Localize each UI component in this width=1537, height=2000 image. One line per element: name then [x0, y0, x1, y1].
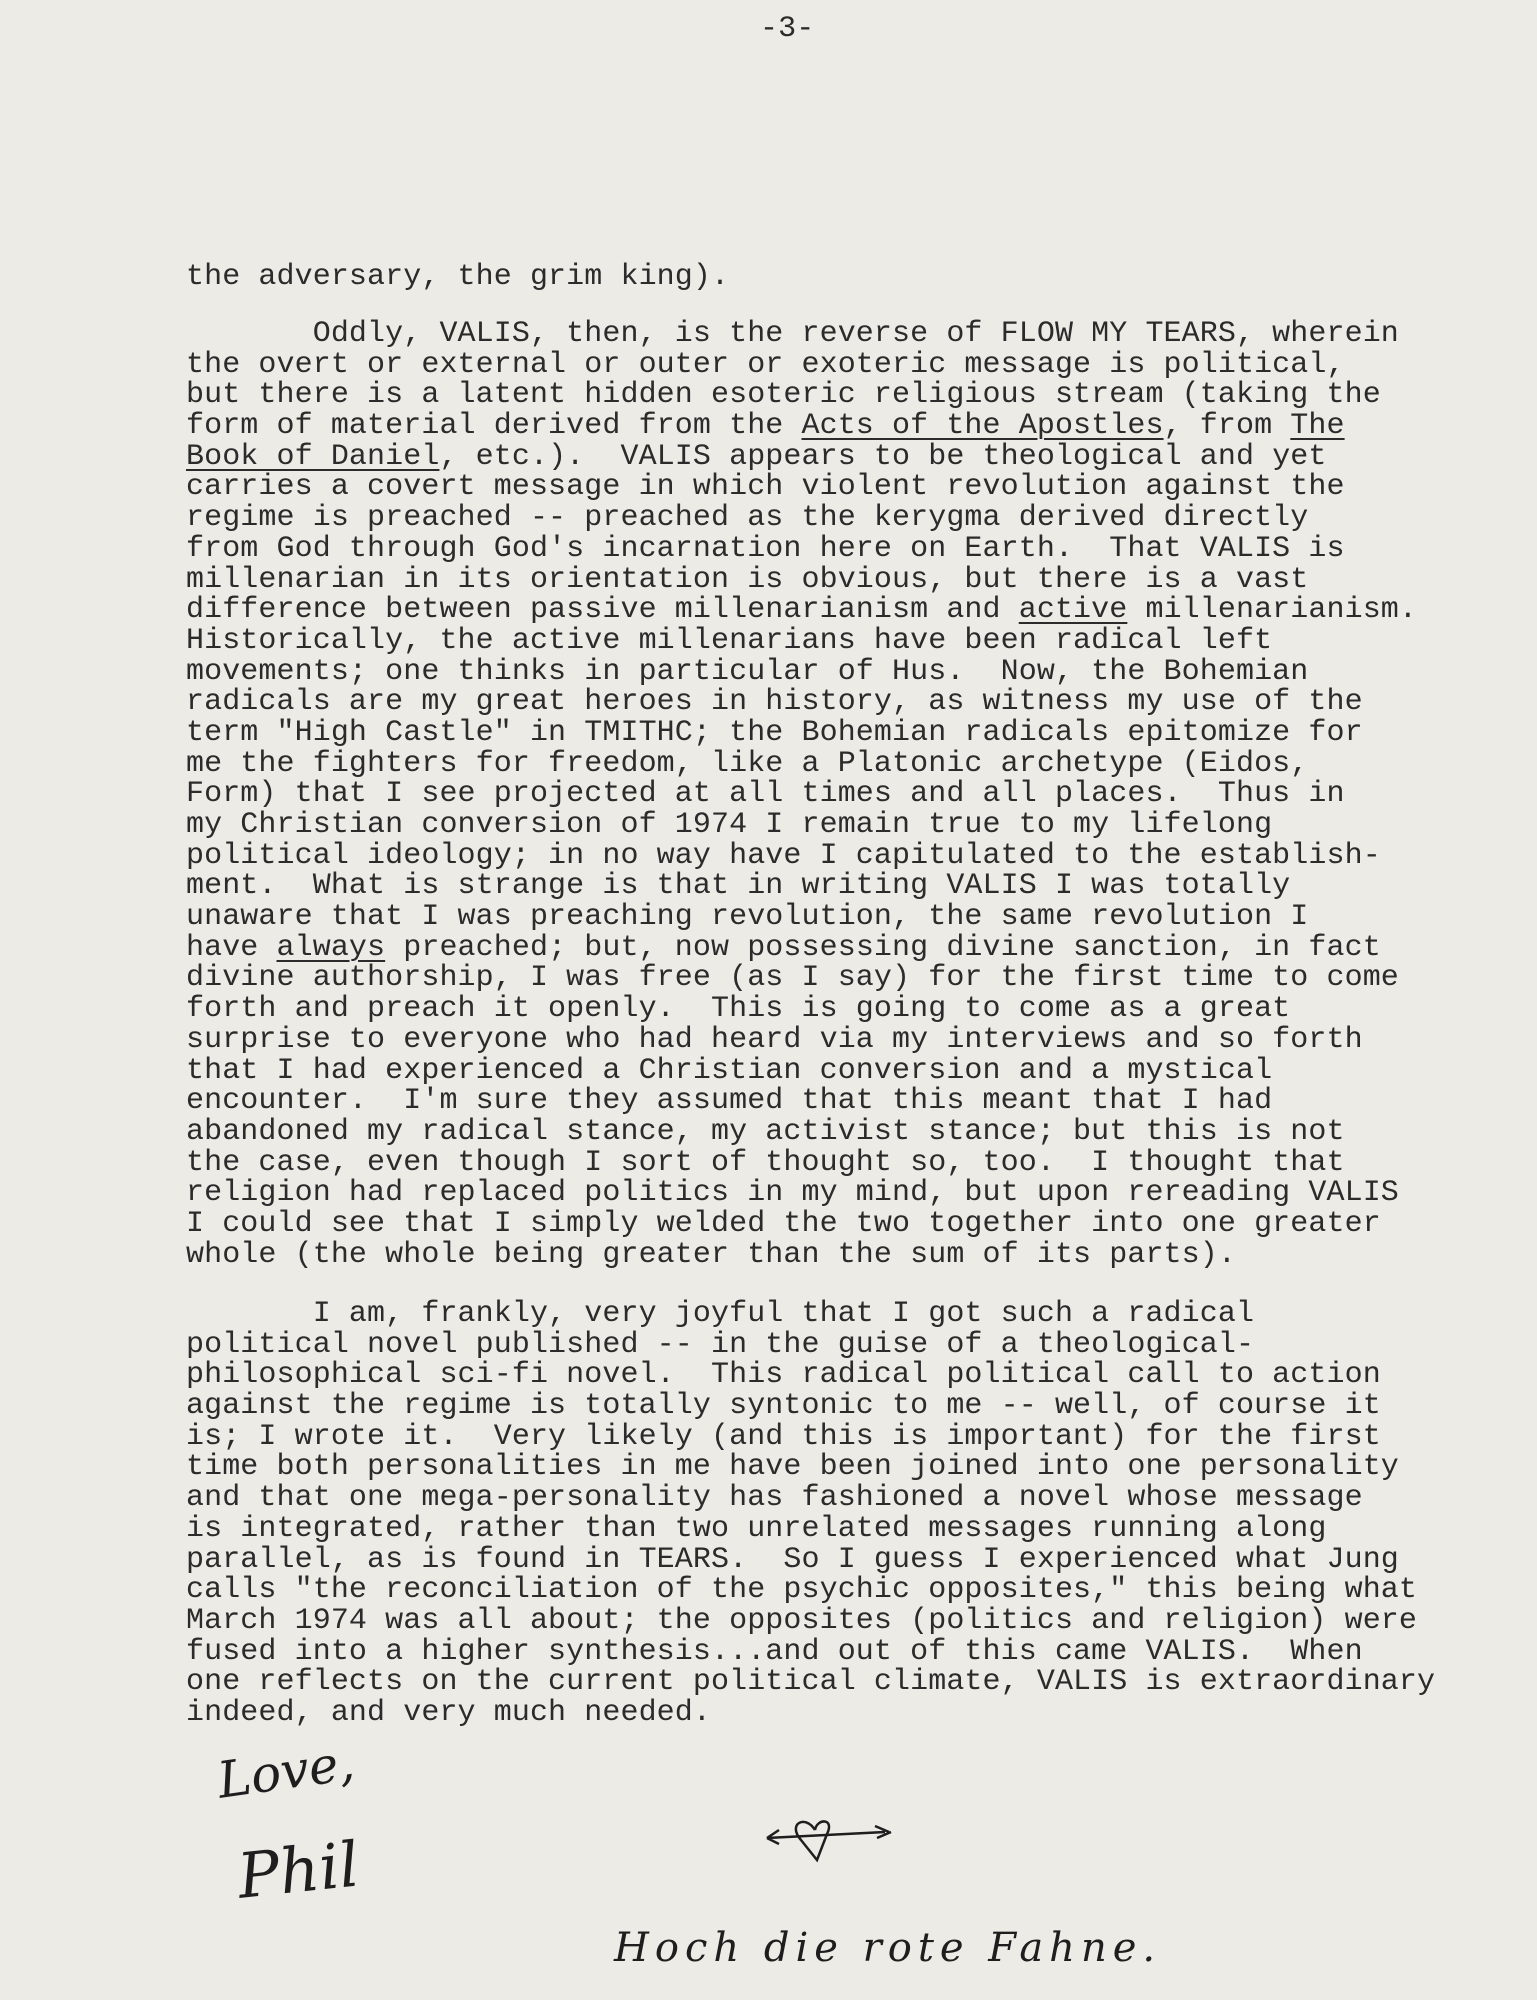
- handwritten-closing: Love,: [213, 1733, 358, 1810]
- text-line: [186, 1695, 1435, 1730]
- text-line: [186, 779, 1417, 810]
- text-line: [186, 531, 1417, 566]
- text-line: [186, 1360, 1435, 1391]
- text-segment: millenarianism.: [1127, 593, 1418, 628]
- text-line: [186, 1178, 1417, 1209]
- paragraph-intro-fragment: [186, 262, 729, 293]
- text-line: [186, 439, 1417, 474]
- text-line: [186, 1511, 1435, 1546]
- text-segment: carries a covert message in which violent revolution against the: [186, 470, 1345, 505]
- text-segment: parallel, as is found in TEARS. So I guess I experienced what Jung: [186, 1542, 1399, 1577]
- underlined-title: Acts of the Apostles: [801, 409, 1164, 444]
- paragraph-valis-reverse: [186, 319, 1417, 1270]
- text-line: [186, 687, 1417, 718]
- heart-arrow-icon: [765, 1812, 900, 1867]
- text-line: [186, 1114, 1417, 1149]
- text-segment: the overt or external or outer or exoteric message is political,: [186, 347, 1345, 382]
- text-segment: Form) that I see projected at all times and all places. Thus in: [186, 777, 1345, 812]
- text-segment: form of material derived from the: [186, 409, 802, 444]
- text-line: [186, 871, 1417, 902]
- text-segment: Oddly, VALIS, then, is the reverse of FLOW MY TEARS, wherein: [186, 317, 1399, 351]
- text-segment: regime is preached -- preached as the kerygma derived directly: [186, 501, 1309, 536]
- text-segment: abandoned my radical stance, my activist stance; but this is not: [186, 1114, 1345, 1149]
- text-line: [186, 994, 1417, 1025]
- text-line: [186, 1299, 1435, 1330]
- text-segment: from God through God's incarnation here on Earth. That VALIS is: [186, 531, 1345, 566]
- text-line: [186, 1603, 1435, 1638]
- text-line: [186, 411, 1417, 442]
- text-segment: but there is a latent hidden esoteric religious stream (taking the: [186, 378, 1381, 413]
- text-segment: fused into a higher synthesis...and out of this came VALIS. When: [186, 1634, 1363, 1669]
- underlined-title: active: [1018, 593, 1128, 628]
- text-segment: unaware that I was preaching revolution, the same revolution I: [186, 900, 1309, 935]
- text-segment: forth and preach it openly. This is going to come as a great: [186, 992, 1291, 1027]
- text-segment: political novel published -- in the guise of a theological-: [186, 1327, 1255, 1362]
- text-line: [186, 810, 1417, 841]
- text-segment: and that one mega-personality has fashioned a novel whose message: [186, 1481, 1363, 1516]
- text-segment: have: [186, 930, 277, 965]
- underlined-title: Book of Daniel: [186, 439, 440, 474]
- text-segment: my Christian conversion of 1974 I remain true to my lifelong: [186, 808, 1273, 842]
- text-segment: religion had replaced politics in my mind, but upon rereading VALIS: [186, 1176, 1399, 1211]
- text-line: [186, 902, 1417, 933]
- text-segment: ment. What is strange is that in writing VALIS I was totally: [186, 869, 1291, 904]
- text-line: [186, 1391, 1435, 1422]
- text-line: [186, 1206, 1417, 1241]
- text-segment: movements; one thinks in particular of Hus. Now, the Bohemian: [186, 654, 1309, 689]
- handwritten-signature: Phil: [234, 1827, 363, 1913]
- text-line: [186, 595, 1417, 626]
- text-segment: the adversary, the grim king).: [186, 260, 730, 294]
- text-segment: , etc.). VALIS appears to be theological and yet: [439, 439, 1327, 474]
- text-segment: I am, frankly, very joyful that I got such a radical: [186, 1297, 1255, 1331]
- text-segment: against the regime is totally syntonic to me -- well, of course it: [186, 1389, 1381, 1424]
- text-line: [186, 1452, 1435, 1483]
- handwritten-motto: Hoch die rote Fahne.: [614, 1925, 1162, 1971]
- text-line: [186, 930, 1417, 965]
- text-segment: indeed, and very much needed.: [186, 1695, 711, 1730]
- text-line: [186, 746, 1417, 781]
- text-line: [186, 1053, 1417, 1088]
- text-segment: Historically, the active millenarians have been radical left: [186, 623, 1273, 658]
- text-line: [186, 1667, 1435, 1698]
- text-segment: encounter. I'm sure they assumed that this meant that I had: [186, 1084, 1273, 1119]
- text-line: [186, 1483, 1435, 1514]
- underlined-title: always: [276, 930, 386, 965]
- text-segment: one reflects on the current political climate, VALIS is extraordinary: [186, 1665, 1436, 1700]
- text-segment: me the fighters for freedom, like a Platonic archetype (Eidos,: [186, 746, 1309, 781]
- text-segment: divine authorship, I was free (as I say) for the first time to come: [186, 961, 1399, 996]
- text-segment: difference between passive millenarianism and: [186, 593, 1019, 628]
- text-segment: term "High Castle" in TMITHC; the Bohemian radicals epitomize for: [186, 715, 1363, 750]
- text-line: [186, 380, 1417, 411]
- text-segment: that I had experienced a Christian conversion and a mystical: [186, 1053, 1273, 1088]
- text-line: [186, 838, 1417, 873]
- text-segment: , from: [1163, 409, 1291, 444]
- page-number: -3-: [760, 12, 815, 46]
- text-line: [186, 1145, 1417, 1180]
- text-segment: I could see that I simply welded the two together into one greater: [186, 1206, 1381, 1241]
- text-line: [186, 963, 1417, 994]
- text-segment: whole (the whole being greater than the sum of its parts).: [186, 1237, 1236, 1272]
- text-line: [186, 1634, 1435, 1669]
- text-line: [186, 1327, 1435, 1362]
- text-line: [186, 503, 1417, 534]
- text-segment: radicals are my great heroes in history, as witness my use of the: [186, 685, 1363, 720]
- text-segment: philosophical sci-fi novel. This radical political call to action: [186, 1358, 1381, 1393]
- text-line: [186, 1022, 1417, 1057]
- text-line: [186, 1086, 1417, 1117]
- text-line: [186, 1575, 1435, 1606]
- text-segment: is integrated, rather than two unrelated messages running along: [186, 1511, 1327, 1546]
- text-segment: preached; but, now possessing divine sanction, in fact: [385, 930, 1381, 965]
- paragraph-joyful: [186, 1299, 1435, 1729]
- text-segment: millenarian in its orientation is obvious, but there is a vast: [186, 562, 1309, 597]
- text-segment: time both personalities in me have been joined into one personality: [186, 1450, 1399, 1485]
- text-segment: political ideology; in no way have I capitulated to the establish-: [186, 838, 1381, 873]
- text-line: [186, 715, 1417, 750]
- text-segment: the case, even though I sort of thought so, too. I thought that: [186, 1145, 1345, 1180]
- text-line: [186, 347, 1417, 382]
- text-line: [186, 623, 1417, 658]
- text-segment: March 1974 was all about; the opposites (politics and religion) were: [186, 1603, 1417, 1638]
- text-line: [186, 319, 1417, 350]
- text-line: [186, 1542, 1435, 1577]
- text-line: [186, 1237, 1417, 1272]
- text-line: [186, 562, 1417, 597]
- text-segment: surprise to everyone who had heard via my interviews and so forth: [186, 1022, 1363, 1057]
- text-line: [186, 262, 729, 293]
- text-segment: is; I wrote it. Very likely (and this is important) for the first: [186, 1419, 1381, 1454]
- text-line: [186, 654, 1417, 689]
- text-line: [186, 472, 1417, 503]
- text-segment: calls "the reconciliation of the psychic opposites," this being what: [186, 1573, 1417, 1608]
- underlined-title: The: [1290, 409, 1345, 444]
- text-line: [186, 1419, 1435, 1454]
